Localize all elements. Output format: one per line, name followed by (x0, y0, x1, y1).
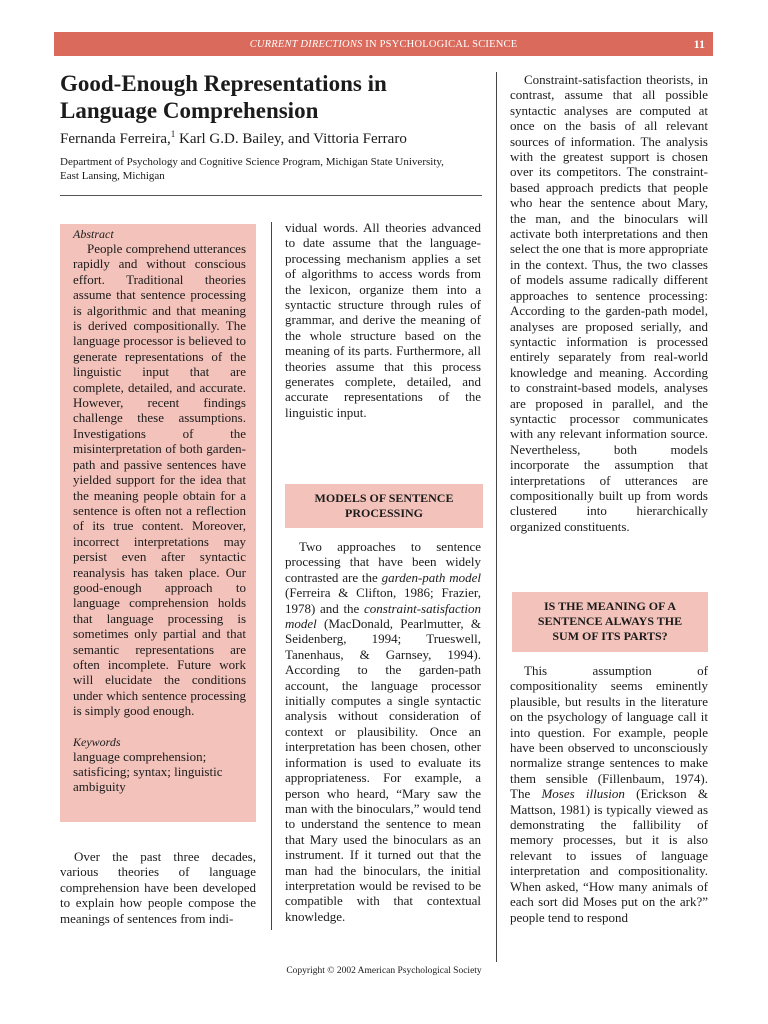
abstract-text: People comprehend utterances rapidly and without conscious effort. Traditional theories assume that sentence processing is algorithmic and that meaning is derived compositionally. The language processor is believed to generate representations of the linguistic input that are complete, detailed, and accurate. However, recent findings challenge these assumptions. Investigations of the misinterpretation of both garden-path and passive sentences have yielded support for the idea that the meaning people obtain for a sentence is often not a reflection of its true content. Moreover, incorrect interpretations may persist even after syntactic reanalysis has taken place. Our good-enough approach to language comprehension holds that language processing is sometimes only partial and that semantic representations are often incomplete. Future work will elucidate the conditions under which sentence processing is simply good enough. (73, 241, 246, 719)
constraint-paragraph: Constraint-satisfaction theorists, in contrast, assume that all possible syntactic analyses are computed at once on the basis of all relevant sources of information. The analysis with the greatest support is chosen over its competitors. The constraint-based approach predicts that people who hear the sentence about Mary, the man, and the binoculars will activate both interpretations and then select the one that is more appropriate in the context. Thus, the two classes of models assume radically different approaches to sentence processing: According to the garden-path model, analyses are proposed serially, and syntactic information is processed entirely separately from real-world knowledge and meaning. According to constraint-based models, analyses are proposed in parallel, and the syntactic processor communicates with any relevant information source. Nevertheless, both models incorporate the assumption that interpretations of utterances are compositionally built up from words clustered into hierarchically organized constituents. (510, 72, 708, 534)
column-divider-left (271, 222, 272, 930)
abstract-label: Abstract (73, 227, 114, 241)
author-list: Fernanda Ferreira,$^1$ Karl G.D. Bailey, and Vittoria Ferraro (60, 129, 407, 147)
intro-continuation: vidual words. All theories advanced to date assume that the language-processing mechanism applies a set of algorithms to access words from the lexicon, organize them into a syntactic structure through rules of grammar, and derive the meaning of the whole structure based on the meaning of its parts. Furthermore, all theories assume that this process generates complete, detailed, and accurate representations of the linguistic input. (285, 220, 481, 420)
keywords-label: Keywords (73, 734, 121, 749)
affiliation: Department of Psychology and Cognitive Science Program, Michigan State University, East Lansing, Michigan (60, 156, 444, 182)
title-divider (60, 195, 482, 196)
intro-paragraph: Over the past three decades, various theories of language comprehension have been developed to explain how people compose the meanings of sentences from indi- (60, 849, 256, 926)
section-heading-models: MODELS OF SENTENCE PROCESSING (285, 484, 483, 528)
section-heading-meaning: IS THE MEANING OF A SENTENCE ALWAYS THE SUM OF ITS PARTS? (512, 592, 708, 652)
page-number: 11 (693, 36, 705, 51)
compositionality-paragraph: This assumption of compositionality seems eminently plausible, but results in the literature on the psychology of language call it into question. For example, people have been observed to unconsciously normalize strange sentences to make them sensible (Fillenbaum, 1974). The Moses illusion (Erickson & Mattson, 1981) is typically viewed as demonstrating the fallibility of memory processes, but it is also relevant to issues of language interpretation and compositionality. When asked, “How many animals of each sort did Moses put on the ark?” people tend to respond (510, 663, 708, 925)
copyright-footer: Copyright © 2002 American Psychological Society (286, 966, 482, 976)
column-divider-right (496, 72, 497, 962)
running-header (54, 32, 713, 56)
article-title: Good-Enough Representations in Language Comprehension (60, 71, 387, 123)
models-paragraph: Two approaches to sentence processing that have been widely contrasted are the garden-path model (Ferreira & Clifton, 1986; Frazier, 1978) and the constraint-satisfaction model (MacDonald, Pearlmutter, & Seidenberg, 1994; Trueswell, Tanenhaus, & Garnsey, 1994). According to the garden-path account, the language processor initially computes a single syntactic analysis without consideration of context or plausibility. Once an interpretation has been chosen, other information is used to evaluate its appropriateness. For example, a person who heard, “Mary saw the man with the binoculars,” would tend to understand the sentence to mean that Mary used the binoculars as an instrument. If it turned out that the man had the binoculars, the initial interpretation would be revised to be compatible with that contextual knowledge. (285, 539, 481, 924)
abstract-box (60, 224, 256, 822)
keywords-text: language comprehension; satisficing; syntax; linguistic ambiguity (73, 748, 223, 795)
journal-name: CURRENT DIRECTIONS IN PSYCHOLOGICAL SCIENCE (249, 38, 518, 50)
